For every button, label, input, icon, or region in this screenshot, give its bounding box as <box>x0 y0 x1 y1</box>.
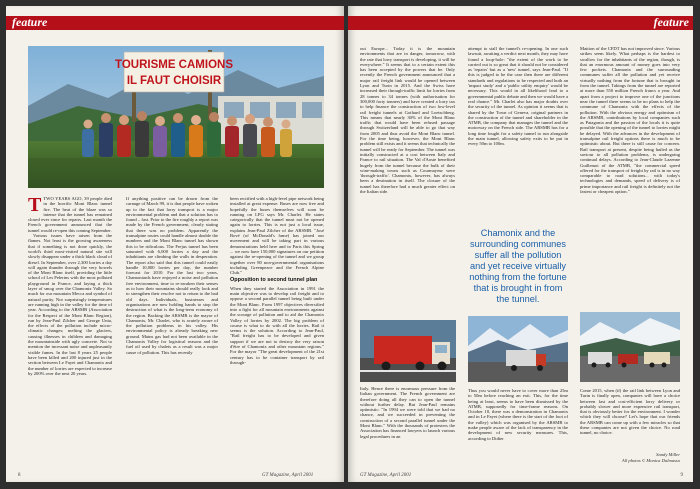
protest-photo <box>28 46 324 188</box>
left-column-3 <box>230 196 324 464</box>
page-number: 9 <box>680 473 683 478</box>
author-credit: Sandy Miller <box>656 452 680 457</box>
section-label: feature <box>12 15 48 29</box>
section-band <box>348 16 693 30</box>
protest-photo-image <box>28 46 324 188</box>
body-text: When they started the Association in 1991 the main objective was to develop rail freight and to oppose a second parallel tunnel being built under the Mont Blanc. From 1997 objectives diversified into a fight for all mountain environments against the scourge of pollution and to aid the Chamonix Valley of lorries by 2002. The big problem of course is what to do with all the lorries. Rail it seems is the solution. According to Jean-Paul, "Rail freight has to be developed and given support if we are not to destroy the very raison d'être of Chamonix and other mountain regions." For the mayor "The great development of the 21st century has to be container transport by rail through- <box>230 285 324 365</box>
folio: GT Magazine, April 2001 <box>262 473 314 478</box>
body-text: Thus you would never have to cover more than 25m to 50m before reaching an exit. This, for the time being at least, seems to have been dismissed by the ATMB, supposedly for time-frame reasons. On October 10, there was a demonstration in Chamonix and in Le Fayet (where there is the start of the foot of the valley) which was organised by the ARSMB to make people aware of the lack of transparency in the development of new security measures. This, according to Didier <box>468 388 568 441</box>
folio: GT Magazine, April 2001 <box>360 473 412 478</box>
body-text: Various issues have arisen from the flames. Not least is the growing awareness that if something is not done quickly, the world's third most-visited natural site will slowly disappear under a thick black cloud of diesel. In September, over 2,300 lorries a day will again thunder through the very bowels of the Mont Blanc itself, providing the little school of Les Pelerins with the most polluted playground in France, and laying a thick layer of smog over the Chamonix Valley. So much for our mountain Mecca and symbol of natural purity. Nor surprisingly temperatures are running high in the valley for the time of year. According to the ARSMB (Association for the Respect of the Mont Blanc Region), run by Jean-Paul Zilcher and George Unia, the effects of the pollution include micro-climatic changes; melting the glaciers, causing illnesses in children and damaging the mountainside with ugly concrete. Not to mention the incessant noise and unpleasantly visible fumes. In the last 8 years 25 people have been killed and 200 injured just in the section between Le Fayet and Chamonix and the number of lorries are expected to increase by 200% over the next 20 years. <box>28 233 112 376</box>
right-column-1b <box>360 386 455 468</box>
body-text: out Europe... Today it is the mountain environments that are in danger, tomorrow, with the rate that lorry transport is developing, it will be everywhere." It seems that to a certain extent this has been accepted by the powers that be. Only recently the French government announced that a major rail freight link would be opened between Lyon and Turin in 2015. And the Swiss have increased their through-traffic limit for lorries from 28 tonnes to 34 tonnes (with authorisation for 300,000 forty tonners) and have created a lorry tax to help finance the construction of two low-level rail freight tunnels at Gothard and Loetschberg. This means that nearly 30% of the Mont Blanc traffic that would have been refused passage through Switzerland will be able to go that way from 2005 and thus avoid the Mont Blanc tunnel. For the time being, however, the Mont Blanc problem still exists and it seems that technically the tunnel will be ready for September. The tunnel was initially constructed at a cost between Italy and France to rail situation. The Val d'Aoste benefited hugely from the tunnel because the bulk of their wine-making towns such as Courmayeur were 'through-traffic'. Chamonix, however, has always been a destination in itself. The closure of the tunnel has therefore had a much greater effect on the Italian side. <box>360 46 455 195</box>
lorry-photo-1-image <box>360 320 456 382</box>
page-number: 8 <box>18 473 21 478</box>
photo-credit: All photos © Monica Dalmasso <box>621 458 680 463</box>
subheading: Opposition to second tunnel plan <box>230 277 318 284</box>
traffic-photo-image <box>580 312 680 382</box>
banner-line1: TOURISME CAMIONS <box>115 59 233 71</box>
pull-quote: Chamonix and the surrounding communes suffer all the pollution and yet receive virtually nothing from the fortune that is brought in from the tunnel. <box>469 228 567 304</box>
lorry-photo-2 <box>468 316 568 382</box>
body-text: been rectified with a high-level pipe network being installed at great expense. Buses are now free and hopefully the buses themselves will soon be running on LPG says Mr. Charlet. He states categorically that the tunnel must not be opened again to lorries. This is not just a local issue, explains Jean-Paul Zilcher of the ARSMB. "José Bové (of McDonald's fame) has joined our movement and will be taking part in various demonstrations held here and in Paris this Spring ... we now have 150,000 signatures on our petition against the re-opening of the tunnel and we group together over 80 non-governmental organisations including Greenpeace and the French Alpine Club." <box>230 196 324 276</box>
right-column-3a <box>580 46 680 308</box>
right-page <box>348 6 693 482</box>
body-text: Come 2015, when (if) the rail link between Lyon and Turin is finally open, companies will have a choice between fast and cost-efficient lorry delivery or probably slower and more expensive rail transport, that is obviously better for the environment. I wonder which they will choose? Let's hope that our friends the ARSMB can come up with a few miracles so that these companies are not given the choice. No road tunnel, no choice. <box>580 388 680 436</box>
right-column-2b <box>468 388 568 468</box>
left-column-1 <box>28 196 112 464</box>
right-column-3b <box>580 388 680 442</box>
right-column-1a <box>360 46 455 314</box>
section-band <box>6 16 344 30</box>
traffic-photo <box>580 312 680 382</box>
drop-cap: T <box>28 196 42 216</box>
banner-line2: IL FAUT CHOISIR <box>126 75 222 87</box>
left-column-2 <box>126 196 218 464</box>
body-text: Mattion of the CFDT has not improved since. Various strikes seem likely. What perhaps is the hardest to swallow for the inhabitants of the region, though, is that an enormous amount of money goes into very few pockets. Chamonix and the surrounding communes suffer all the pollution and yet receive virtually nothing from the fortune that is brought in from the tunnel. Takings from the tunnel are reported at more than 550 million French francs a year. And apart from a project to improve one of the junctions near the tunnel there seems to be no plans to help the commune of Chamonix with the effects of the pollution. With the obvious energy and optimism of the ARSMB, contributions by local companies such as Patagonia and the passion of the locals it is quite possible that the opening of the tunnel to lorries might be delayed. With the advances in the development of transalpine rail freight options there is much to be optimistic about. But there is still cause for concern. Rail transport at present, despite being hailed as the saviour to all pollution problems, is undergoing continual delays. According to Jean-Claude Lazenne Guillemot of the ATMB, "the commercial speed offered for the transport of freight by rail is in no way comparable to road solutions... with today's technologies and demands, speed of delivery is of prime importance and rail freight is definitely not the fastest or cheapest option." <box>580 46 680 195</box>
lorry-photo-1 <box>360 320 456 382</box>
right-column-2a <box>468 46 568 222</box>
section-label: feature <box>653 15 689 29</box>
body-text: attempt to stall the tunnel's re-opening. In one such lawsuit, awaiting a verdict next month, they may have found a loop-hole: "the extent of the work to be carried out is so great that it should not be considered as 'repairs' but as a 'new' tunnel, says Jean-Paul. "If this is judged to be the case then there are different standards and regulations to be respected and both an 'impact study' and a 'public utility enquiry' would be necessary. This would in all likelihood lead to a governmental public debate and then we would have a real chance." Mr. Charlet also has major doubts over the security of the tunnel. As opinion it seems that is shared by the Town of Geneva, original partners in the construction of the tunnel and shareholder in the ATMB, the company that manages the tunnel and the motorway on the French side. The ARSMB has for a long time fought for a safety tunnel to run alongside the main tunnel, allowing safety exits to be put in every 50m to 100m. <box>468 46 568 147</box>
left-page <box>6 6 344 482</box>
lorry-photo-2-image <box>468 316 568 382</box>
body-text: If anything positive can be drawn from the carnage of March 99, it is that people have woken up to the fact that lorry transport is a major environmental problem and that a solution has to found – fast. Prior to the fire roughly a report was made by the French government, clearly stating that there was no problem. Apparently the transalpine routes could handle almost double the numbers and the Mont Blanc tunnel has shown this to be ridiculous. The Frejus tunnel has been saturated with 6,000 lorries a day and the inhabitants are climbing the walls in desperation. The report also said that this tunnel could easily handle 10,000 lorries per day, the number forecast for 2010. For the last two years, Chamoniards have enjoyed a noise and pollution free environment, time to re-awaken their senses as to how their mountains should really look and to strengthen their resolve not to return to the bad old days. Individuals, businesses and organisations are now holding hands to stop the destruction of what is the long-term economy of the region. Backing the ARSMB is the mayor of Chamonix, Mr. Charlet, who is acutely aware of the pollution problems in his valley. His environmental policy is already breaking new ground. Mains gas had not been available in the Chamonix Valley for logistical reasons and the fuel oil used by chalets as a result was a major cause of pollution. This has recently <box>126 196 218 355</box>
body-text: Italy. Hence there is enormous pressure from the Italian government. The French government are therefore doing all they can to open the tunnel without further delay. But Jean-Paul remains optimistic: "In 1994 we were told that we had no chance, and we succeeded in preventing the construction of a second parallel tunnel under the Mont Blanc." With the thousands of protesters the Association has financed lawyers to launch various legal procedures in an <box>360 386 455 439</box>
intro-text: TWO YEARS AGO, 39 people died in the horrific Mont Blanc tunnel fire. The heat of the blaze was so intense that the tunnel has remained closed ever since for repairs. Last month the French government announced that the tunnel would re-open this coming September. <box>28 196 112 233</box>
